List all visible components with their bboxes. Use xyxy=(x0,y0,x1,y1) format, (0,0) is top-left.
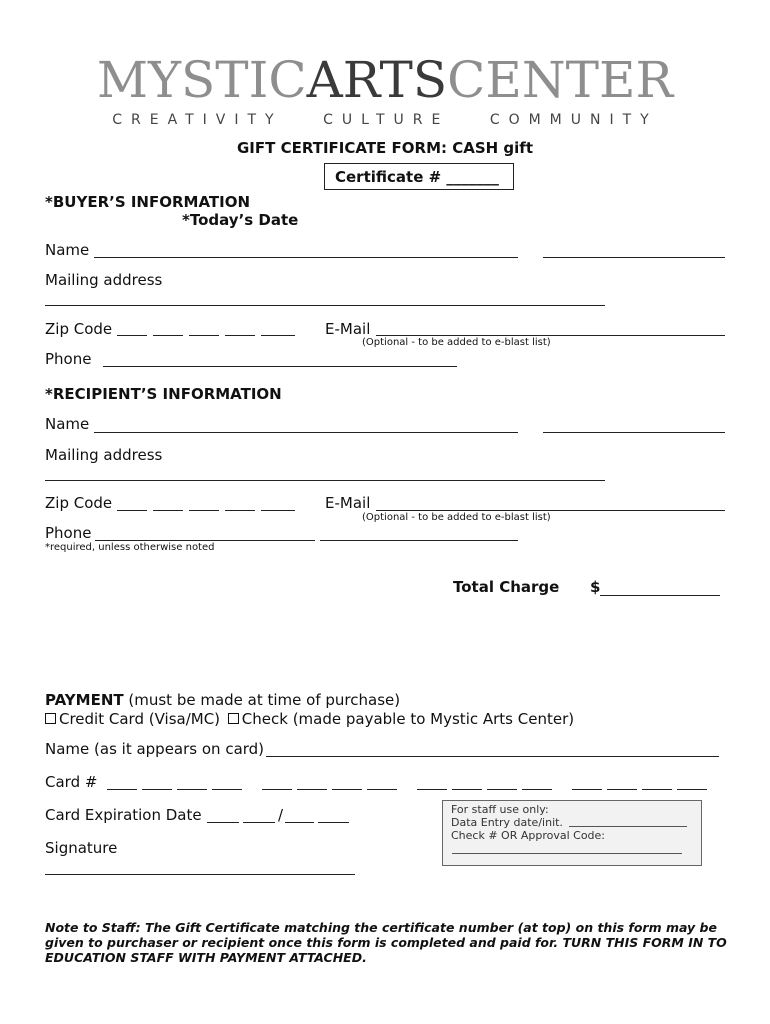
recipient-name-field[interactable] xyxy=(94,432,518,433)
expiration-separator: / xyxy=(278,806,284,824)
recipient-extra-field[interactable] xyxy=(543,432,725,433)
payment-heading-note: (must be made at time of purchase) xyxy=(123,691,401,709)
card-digit[interactable] xyxy=(177,789,207,790)
check-checkbox[interactable] xyxy=(228,713,239,724)
tagline xyxy=(0,112,770,128)
card-digit[interactable] xyxy=(487,789,517,790)
card-digit[interactable] xyxy=(212,789,242,790)
buyer-email-field[interactable] xyxy=(376,335,725,336)
recipient-email-field[interactable] xyxy=(376,510,725,511)
check-option-label: Check (made payable to Mystic Arts Center) xyxy=(241,710,575,728)
logo xyxy=(0,50,770,110)
card-digit[interactable] xyxy=(417,789,447,790)
logo-part-center: CENTER xyxy=(447,51,674,109)
buyer-zip-digit[interactable] xyxy=(117,335,147,336)
data-entry-field[interactable] xyxy=(569,826,687,827)
buyer-email-note: (Optional - to be added to e-blast list) xyxy=(362,337,551,348)
staff-note: Note to Staff: The Gift Certificate matching the certificate number (at top) on this form may be given to purchaser or recipient once this form is completed and paid for. TURN THIS FORM IN TO EDUCATION STAFF WITH PAYMENT ATTACHED. xyxy=(45,920,727,965)
card-digit[interactable] xyxy=(107,789,137,790)
todays-date-label: *Today’s Date xyxy=(182,211,299,229)
card-digit[interactable] xyxy=(452,789,482,790)
recipient-mailing-field[interactable] xyxy=(45,480,605,481)
recipient-email-note: (Optional - to be added to e-blast list) xyxy=(362,512,551,523)
tagline-culture: CULTURE xyxy=(323,112,450,128)
recipient-zip-digit[interactable] xyxy=(117,510,147,511)
recipient-zip-digit[interactable] xyxy=(225,510,255,511)
recipient-zip-digit[interactable] xyxy=(189,510,219,511)
buyer-email-label: E-Mail xyxy=(325,320,371,338)
recipient-email-label: E-Mail xyxy=(325,494,371,512)
expiration-year-digit[interactable] xyxy=(285,822,314,823)
recipient-heading: *RECIPIENT’S INFORMATION xyxy=(45,385,282,403)
buyer-zip-label: Zip Code xyxy=(45,320,113,338)
buyer-phone-label: Phone xyxy=(45,350,92,368)
card-digit[interactable] xyxy=(367,789,397,790)
required-note: *required, unless otherwise noted xyxy=(45,542,215,553)
card-digit[interactable] xyxy=(642,789,672,790)
card-digit[interactable] xyxy=(142,789,172,790)
form-title: GIFT CERTIFICATE FORM: CASH gift xyxy=(237,139,533,157)
card-digit[interactable] xyxy=(262,789,292,790)
recipient-phone-field[interactable] xyxy=(95,540,315,541)
cardholder-name-label: Name (as it appears on card) xyxy=(45,740,265,758)
card-digit[interactable] xyxy=(607,789,637,790)
card-digit[interactable] xyxy=(572,789,602,790)
credit-card-option-label: Credit Card (Visa/MC) xyxy=(59,710,221,728)
expiration-year-digit[interactable] xyxy=(318,822,349,823)
approval-code-label: Check # OR Approval Code: xyxy=(451,829,606,842)
buyer-name-label: Name xyxy=(45,241,90,259)
buyer-phone-field[interactable] xyxy=(103,366,457,367)
data-entry-label xyxy=(451,816,693,829)
logo-part-mystic: MYSTIC xyxy=(96,51,307,109)
buyer-zip-digit[interactable] xyxy=(153,335,183,336)
buyer-mailing-field[interactable] xyxy=(45,305,605,306)
recipient-zip-digit[interactable] xyxy=(261,510,295,511)
tagline-community: COMMUNITY xyxy=(489,112,658,128)
cardholder-name-field[interactable] xyxy=(266,756,719,757)
logo-part-arts: ARTS xyxy=(306,51,448,109)
total-currency: $ xyxy=(590,578,601,596)
staff-use-box xyxy=(442,800,702,866)
buyer-zip-digit[interactable] xyxy=(189,335,219,336)
approval-code-field[interactable] xyxy=(452,853,682,854)
payment-options xyxy=(45,710,574,728)
expiration-month-digit[interactable] xyxy=(207,822,239,823)
card-digit[interactable] xyxy=(297,789,327,790)
card-digit[interactable] xyxy=(677,789,707,790)
card-digit[interactable] xyxy=(332,789,362,790)
recipient-zip-digit[interactable] xyxy=(153,510,183,511)
buyer-zip-digit[interactable] xyxy=(225,335,255,336)
buyer-name-field[interactable] xyxy=(94,257,518,258)
buyer-zip-digit[interactable] xyxy=(261,335,295,336)
signature-field[interactable] xyxy=(45,874,355,875)
total-charge-label: Total Charge xyxy=(453,578,560,596)
expiration-month-digit[interactable] xyxy=(243,822,275,823)
buyer-date-field[interactable] xyxy=(543,257,725,258)
payment-heading xyxy=(45,691,400,709)
data-entry-label-text: Data Entry date/init. xyxy=(451,816,563,829)
recipient-phone-field-2[interactable] xyxy=(320,540,518,541)
recipient-name-label: Name xyxy=(45,415,90,433)
buyer-mailing-label: Mailing address xyxy=(45,271,163,289)
certificate-number-box[interactable]: Certificate # _______ xyxy=(324,163,514,190)
signature-label: Signature xyxy=(45,839,118,857)
tagline-creativity: CREATIVITY xyxy=(112,112,283,128)
card-number-label: Card # xyxy=(45,773,98,791)
credit-card-checkbox[interactable] xyxy=(45,713,56,724)
recipient-mailing-label: Mailing address xyxy=(45,446,163,464)
payment-heading-label: PAYMENT xyxy=(45,691,124,709)
buyer-heading: *BUYER’S INFORMATION xyxy=(45,193,251,211)
recipient-phone-label: Phone xyxy=(45,524,92,542)
card-digit[interactable] xyxy=(522,789,552,790)
total-charge-field[interactable] xyxy=(600,595,720,596)
staff-use-heading: For staff use only: xyxy=(451,803,549,816)
recipient-zip-label: Zip Code xyxy=(45,494,113,512)
expiration-label: Card Expiration Date xyxy=(45,806,202,824)
